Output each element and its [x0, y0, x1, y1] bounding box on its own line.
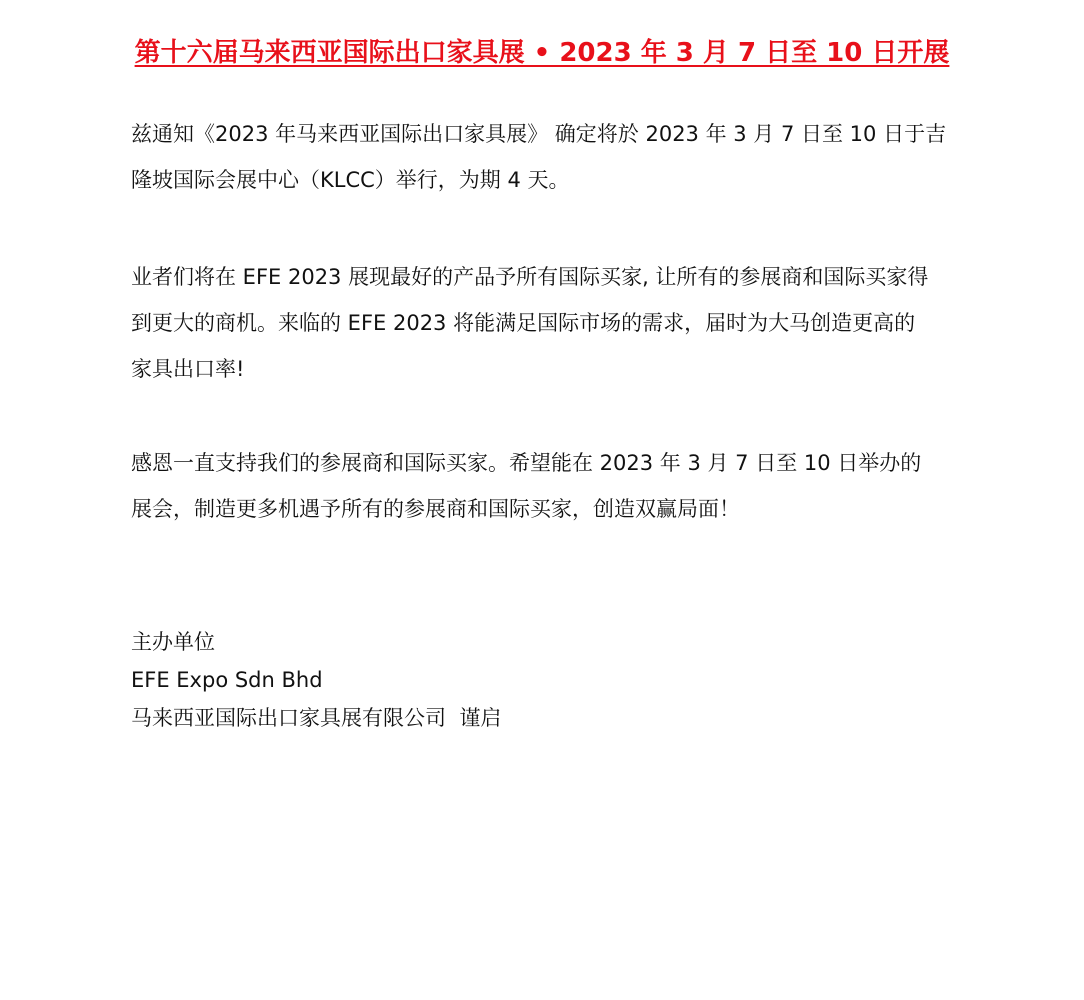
- company-name-cn: 马来西亚国际出口家具展有限公司 谨启: [131, 706, 502, 730]
- paragraph-line: 隆坡国际会展中心（KLCC）举行，为期 4 天。: [131, 168, 570, 192]
- paragraph-line: 兹通知《2023 年马来西亚国际出口家具展》 确定将於 2023 年 3 月 7 日至 10 日于吉: [131, 122, 947, 146]
- paragraph-thanks: [131, 440, 956, 532]
- paragraph-announcement: [131, 111, 956, 203]
- paragraph-opportunity: [131, 254, 956, 392]
- paragraph-line: 感恩一直支持我们的参展商和国际买家。希望能在 2023 年 3 月 7 日至 10 日举办的: [131, 451, 922, 475]
- paragraph-line: 展会，制造更多机遇予所有的参展商和国际买家，创造双赢局面！: [131, 497, 740, 521]
- signature-block: [131, 623, 501, 737]
- paragraph-line: 家具出口率!: [131, 357, 245, 381]
- organizer-label: 主办单位: [131, 630, 215, 654]
- company-name-en: EFE Expo Sdn Bhd: [131, 668, 323, 692]
- paragraph-line: 到更大的商机。来临的 EFE 2023 将能满足国际市场的需求，届时为大马创造更高的: [131, 311, 916, 335]
- paragraph-line: 业者们将在 EFE 2023 展现最好的产品予所有国际买家, 让所有的参展商和国际买家得: [131, 265, 929, 289]
- page-title: 第十六届马来西亚国际出口家具展 • 2023 年 3 月 7 日至 10 日开展: [134, 38, 950, 68]
